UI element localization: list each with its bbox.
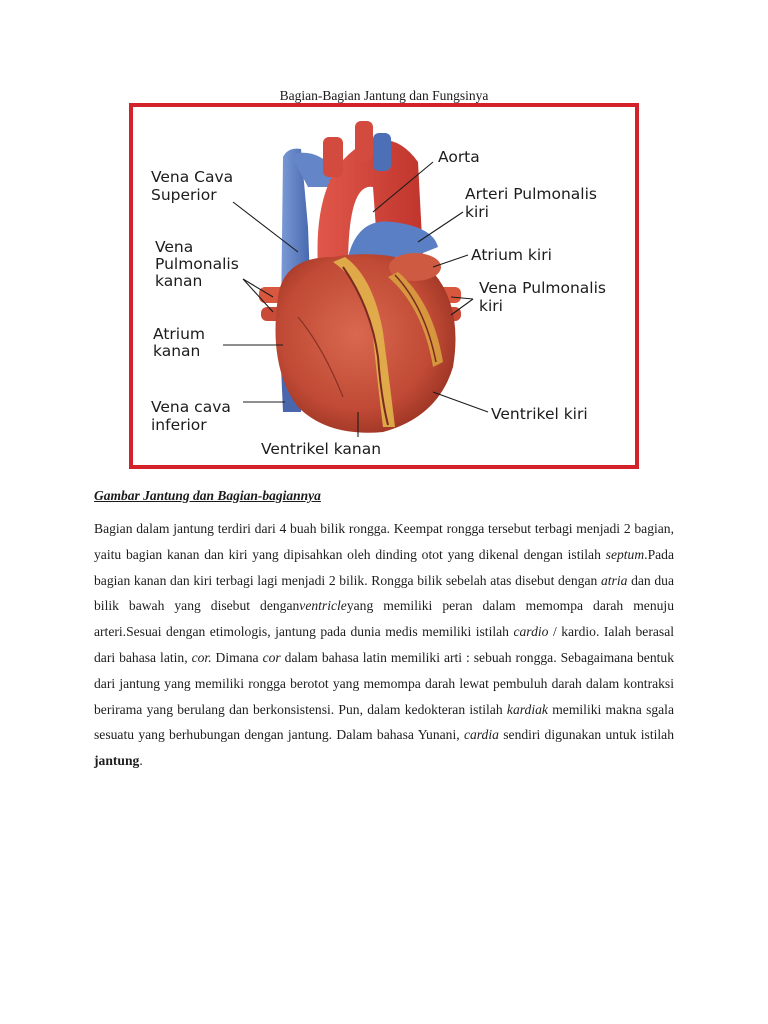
aorta-branch-3 <box>373 133 391 171</box>
heart-diagram <box>129 103 639 469</box>
aorta-branch-1 <box>323 137 343 177</box>
label-atrium-kanan: Atrium kanan <box>153 325 206 360</box>
label-atrium-kiri: Atrium kiri <box>471 246 552 264</box>
leader-ventrikel-kiri <box>433 392 488 412</box>
label-arteri-pulmonalis-kiri: Arteri Pulmonalis kiri <box>465 185 597 221</box>
body-paragraph: Bagian dalam jantung terdiri dari 4 buah bilik rongga. Keempat rongga tersebut terbagi menjadi 2 bagian, yaitu bagian kanan dan kiri yang dipisahkan oleh dinding otot yang dikenal dengan istilah septum.Pada bagian kanan dan kiri terbagi lagi menjadi 2 bilik. Rongga bilik sebelah atas disebut dengan atria dan dua bilik bawah yang disebut denganventricleyang memiliki peran dalam memompa darah menuju arteri.Sesuai dengan etimologis, jantung pada dunia medis memiliki istilah cardio / kardio. Ialah berasal dari bahasa latin, cor. Dimana cor dalam bahasa latin memiliki arti : sebuah rongga. Sebagaimana bentuk dari jantung yang memiliki rongga berotot yang memompa darah lewat pembuluh darah dalam kontraksi berirama yang berulang dan berkonsistensi. Pun, dalam kedokteran istilah kardiak memiliki makna sgala sesuatu yang berhubungan dengan jantung. Dalam bahasa Yunani, cardia sendiri digunakan untuk istilah jantung. <box>94 521 675 769</box>
label-ventrikel-kanan: Ventrikel kanan <box>261 440 382 458</box>
page-title: Bagian-Bagian Jantung dan Fungsinya <box>279 88 489 103</box>
label-ventrikel-kiri: Ventrikel kiri <box>491 405 588 423</box>
heart-illustration <box>133 107 635 465</box>
label-vena-pulmonalis-kanan: Vena Pulmonalis kanan <box>155 238 239 290</box>
label-vena-pulmonalis-kiri: Vena Pulmonalis kiri <box>479 279 606 315</box>
figure-caption: Gambar Jantung dan Bagian-bagiannya <box>94 488 321 503</box>
aorta-branch-2 <box>355 121 373 161</box>
leader-arteri-pulmonalis-kiri <box>418 212 463 242</box>
pulmonary-artery-vessel <box>348 221 438 257</box>
label-vena-cava-superior: Vena Cava Superior <box>151 168 234 204</box>
label-aorta: Aorta <box>438 148 480 166</box>
label-vena-cava-inferior: Vena cava inferior <box>151 398 231 434</box>
